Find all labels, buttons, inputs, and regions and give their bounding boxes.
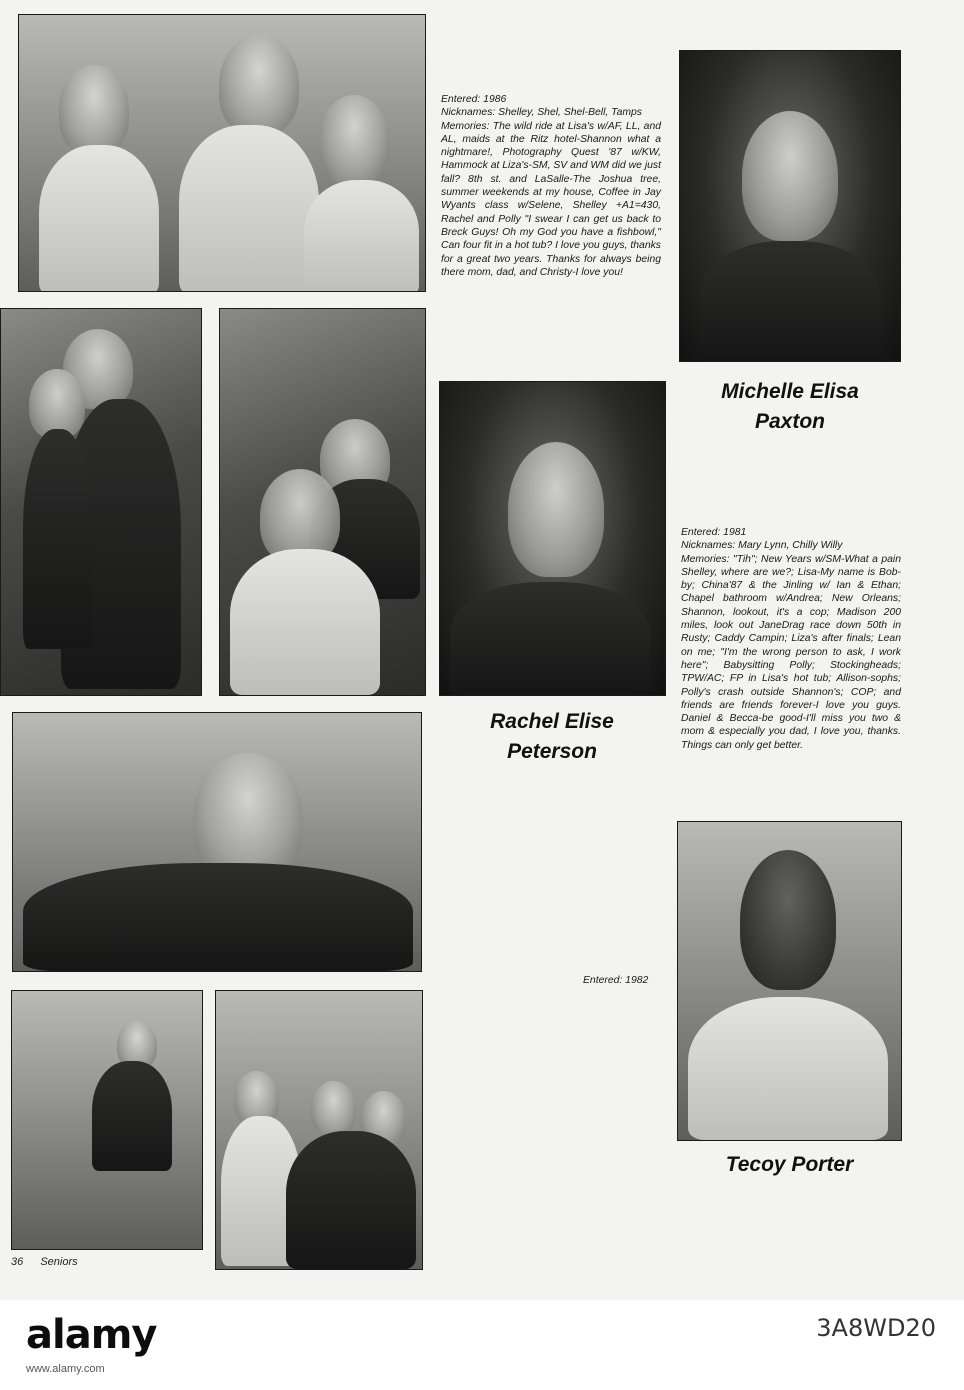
candid-three-friends-photo <box>18 14 426 292</box>
name-rachel-peterson <box>440 707 664 767</box>
name-rachel-last: Peterson <box>507 740 597 763</box>
candid-group-hallway-photo <box>215 990 423 1270</box>
bio-michelle-paxton <box>441 93 661 279</box>
entered-tecoy-porter: Entered: 1982 <box>583 975 649 986</box>
entered-michelle: Entered: 1986 <box>441 94 507 105</box>
portrait-michelle-paxton <box>679 50 901 362</box>
candid-field-photo <box>11 990 203 1250</box>
name-michelle-last: Paxton <box>754 410 825 433</box>
candid-poster-photo <box>0 308 202 696</box>
nicknames-rachel: Nicknames: Mary Lynn, Chilly Willy <box>681 540 843 552</box>
portrait-tecoy-porter <box>677 821 902 1141</box>
watermark-image-id <box>816 1314 936 1342</box>
watermark-logo: alamy <box>26 1312 157 1358</box>
nicknames-michelle: Nicknames: Shelley, Shel, Shel-Bell, Tamps <box>441 107 642 119</box>
section-title: Seniors <box>40 1256 78 1268</box>
watermark-id-text: 3A8WD20 <box>816 1314 936 1342</box>
watermark-caption: www.alamy.com <box>26 1363 105 1375</box>
page-footer <box>11 1256 92 1268</box>
entered-rachel: Entered: 1981 <box>681 527 747 538</box>
page-number: 36 <box>11 1256 24 1268</box>
memories-rachel: Memories: "Tih"; New Years w/SM-What a pain Shelley, where are we?; Lisa-My name is Bob-by; China'87 & the Jinling w/ Ian & Ethan; Chapel bathroom w/Andrea; New Orleans; Shannon, lookout, it's a cop; Madison 200 miles, look out JaneDrag race down 50th in Rusty; Caddy Campin; Liza's after finals; Lean on me; "I'm the wrong person to ask, I work here"; Babysitting Polly; Stockingheads; TPW/AC; FP in Lisa's hot tub; Allison-sophs; Polly's crash outside Shannon's; COP; and friends are friends forever-I love you guys. Daniel & Becca-be good-I'll miss you two & mom & especially you dad, I love you, thanks. Things can only get better. <box>681 553 901 751</box>
bio-rachel-peterson <box>681 526 901 752</box>
name-michelle-paxton <box>680 377 900 437</box>
portrait-rachel-peterson <box>439 381 666 696</box>
name-rachel-first: Rachel Elise <box>490 710 614 733</box>
candid-locker-photo <box>12 712 422 972</box>
name-tecoy-porter: Tecoy Porter <box>725 1153 854 1176</box>
candid-two-girls-photo <box>219 308 426 696</box>
memories-michelle: Memories: The wild ride at Lisa's w/AF, LL, and AL, maids at the Ritz hotel-Shannon what a nightmare!, Photography Quest '87 w/KW, Hammock at Liza's-SM, SV and WM did we just fall? 8th st. and LaSalle-The Joshua tree, summer weekends at my house, Coffee in Jay Wyants class w/Selene, Shelley +A1=430, Rachel and Polly "I swear I can get us back to Breck Guys! Oh my God you have a fishbowl," Can four fit in a hot tub? I love you guys, thanks for a great two years. Thanks for always being there mom, dad, and Christy-I love you! <box>441 120 661 278</box>
name-michelle-first: Michelle Elisa <box>721 380 859 403</box>
